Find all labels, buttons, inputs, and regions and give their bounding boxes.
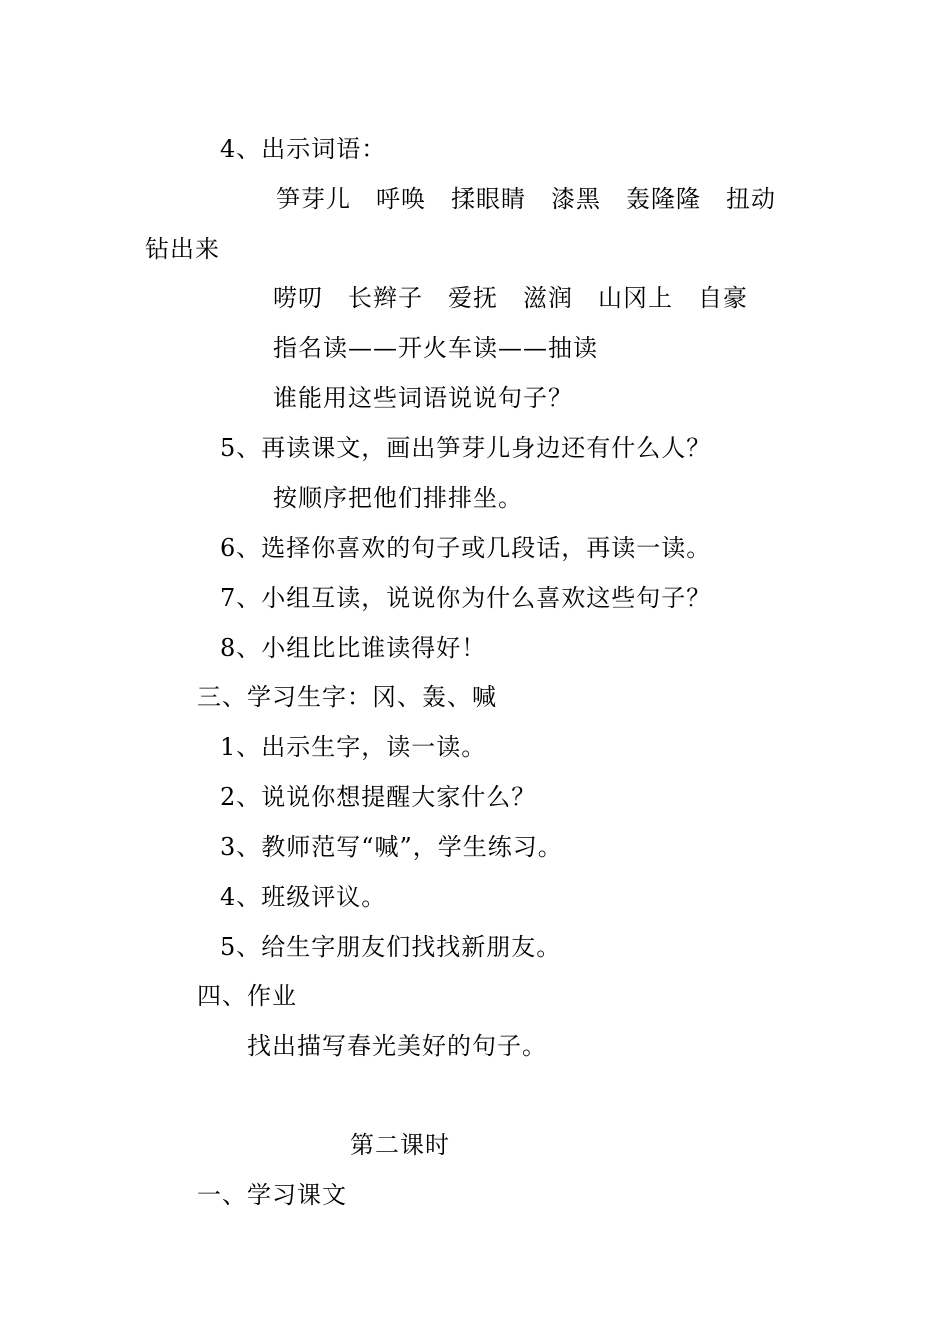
sentence-prompt: 谁能用这些词语说说句子？ [273,384,573,412]
section-1-heading: 一、学习课文 [197,1181,347,1209]
homework-text: 找出描写春光美好的句子。 [247,1032,547,1060]
word-list-line-2: 唠叨 长辫子 爱抚 滋润 山冈上 自豪 [273,284,748,312]
section-3-item-2: 2、说说你想提醒大家什么？ [220,783,537,811]
section-3-heading: 三、学习生字：冈、轰、喊 [197,683,497,711]
section-4-heading: 四、作业 [197,982,297,1010]
item-8-compare: 8、小组比比谁读得好！ [220,634,487,662]
reading-method: 指名读——开火车读——抽读 [273,334,598,362]
item-4-show-words: 4、出示词语： [220,135,387,163]
word-list-line-1: 笋芽儿 呼唤 揉眼睛 漆黑 轰隆隆 扭动 [276,185,776,213]
item-7-group-read: 7、小组互读，说说你为什么喜欢这些句子？ [220,584,712,612]
item-5-order: 按顺序把他们排排坐。 [273,484,523,512]
section-3-item-5: 5、给生字朋友们找找新朋友。 [220,933,562,961]
item-5-reread: 5、再读课文，画出笋芽儿身边还有什么人？ [220,434,712,462]
section-3-item-4: 4、班级评议。 [220,883,387,911]
word-list-line-1-wrap: 钻出来 [145,235,220,263]
item-6-choose: 6、选择你喜欢的句子或几段话，再读一读。 [220,534,712,562]
second-lesson-title: 第二课时 [350,1131,450,1159]
section-3-item-3: 3、教师范写“喊”，学生练习。 [220,833,563,861]
section-3-item-1: 1、出示生字，读一读。 [220,733,487,761]
